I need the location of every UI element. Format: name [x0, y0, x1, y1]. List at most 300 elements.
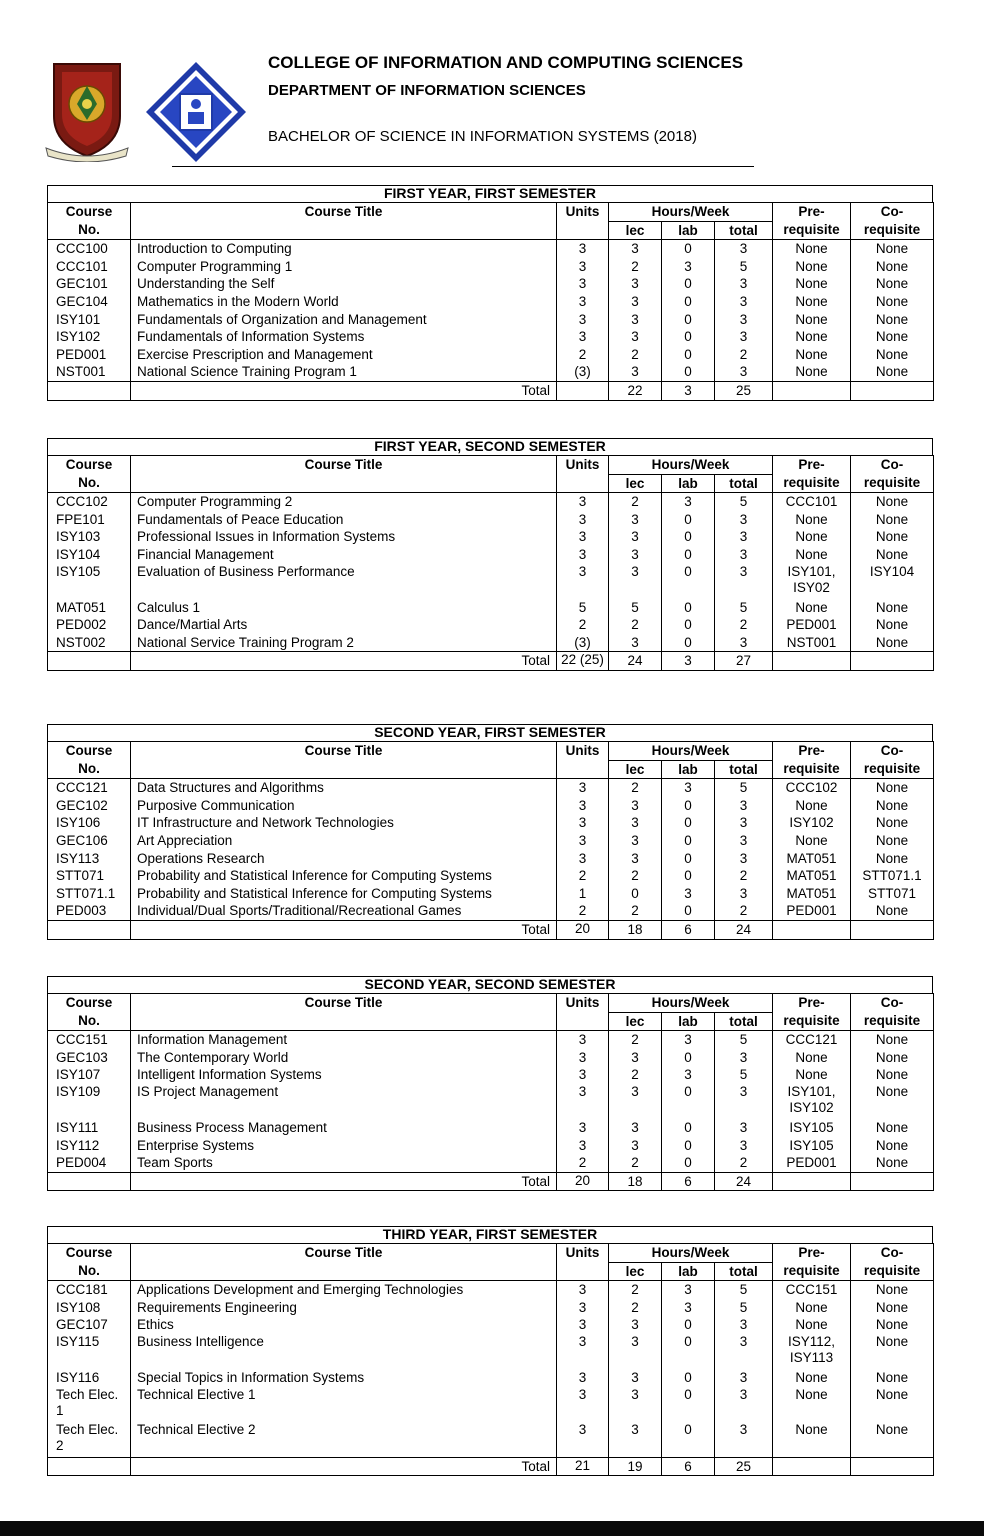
corequisite-value: None	[851, 493, 934, 511]
lab-value: 0	[662, 616, 715, 634]
lec-value: 3	[609, 275, 662, 293]
header-row	[48, 221, 934, 240]
col-units: Units	[557, 742, 609, 761]
prerequisite-value: MAT051	[773, 850, 851, 868]
lab-value: 0	[662, 346, 715, 364]
corequisite-value: None	[851, 1316, 934, 1334]
col-hours-week: Hours/Week	[609, 994, 773, 1013]
col-course-no: No.	[48, 221, 131, 240]
course-code: GEC102	[48, 797, 131, 815]
lab-value: 0	[662, 293, 715, 311]
corequisite-value: None	[851, 258, 934, 276]
corequisite-value: None	[851, 511, 934, 529]
units-value: 2	[557, 1154, 609, 1172]
prerequisite-value: None	[773, 599, 851, 617]
course-title: Applications Development and Emerging Technologies	[131, 1281, 557, 1299]
units-value: 3	[557, 1316, 609, 1334]
lab-value: 0	[662, 1316, 715, 1334]
prerequisite-value: ISY112, ISY113	[773, 1334, 851, 1369]
lab-value: 0	[662, 328, 715, 346]
course-code: GEC106	[48, 832, 131, 850]
lec-value: 5	[609, 599, 662, 617]
course-title: Understanding the Self	[131, 275, 557, 293]
col-prerequisite: Pre-	[773, 742, 851, 761]
units-value: 3	[557, 779, 609, 797]
total-hours-value: 3	[715, 1334, 773, 1369]
totals-blank	[851, 1172, 934, 1191]
totals-row	[48, 1457, 934, 1476]
header-row	[48, 1012, 934, 1031]
prerequisite-value: NST001	[773, 634, 851, 652]
col-hours-week: Hours/Week	[609, 1244, 773, 1263]
totals-lec: 18	[609, 920, 662, 939]
table-row	[48, 1031, 934, 1049]
corequisite-value: None	[851, 1066, 934, 1084]
lec-value: 2	[609, 258, 662, 276]
col-total: total	[715, 760, 773, 779]
corequisite-value: None	[851, 1084, 934, 1119]
header-row	[48, 742, 934, 761]
total-hours-value: 3	[715, 1369, 773, 1387]
prerequisite-value: ISY102	[773, 814, 851, 832]
corequisite-value: None	[851, 363, 934, 381]
total-hours-value: 5	[715, 1066, 773, 1084]
lab-value: 0	[662, 1084, 715, 1119]
prerequisite-value: ISY105	[773, 1119, 851, 1137]
lab-value: 0	[662, 240, 715, 258]
course-title: Fundamentals of Organization and Management	[131, 311, 557, 329]
course-title: Computer Programming 1	[131, 258, 557, 276]
prerequisite-value: None	[773, 1066, 851, 1084]
totals-blank	[48, 1172, 131, 1191]
col-corequisite: requisite	[851, 1012, 934, 1031]
col-prerequisite: Pre-	[773, 203, 851, 222]
course-title: Mathematics in the Modern World	[131, 293, 557, 311]
course-title: Enterprise Systems	[131, 1137, 557, 1155]
course-title: The Contemporary World	[131, 1049, 557, 1067]
total-hours-value: 3	[715, 275, 773, 293]
prerequisite-value: None	[773, 328, 851, 346]
course-code: GEC107	[48, 1316, 131, 1334]
semester-title: SECOND YEAR, FIRST SEMESTER	[47, 724, 933, 741]
lab-value: 3	[662, 1066, 715, 1084]
units-value: 2	[557, 616, 609, 634]
course-title: Purposive Communication	[131, 797, 557, 815]
total-hours-value: 3	[715, 797, 773, 815]
totals-blank	[773, 1172, 851, 1191]
lec-value: 3	[609, 564, 662, 599]
total-hours-value: 2	[715, 616, 773, 634]
table-row	[48, 814, 934, 832]
totals-blank	[773, 381, 851, 400]
table-row	[48, 275, 934, 293]
col-corequisite: requisite	[851, 760, 934, 779]
units-value: 2	[557, 346, 609, 364]
corequisite-value: None	[851, 1387, 934, 1422]
table-row	[48, 240, 934, 258]
total-hours-value: 2	[715, 867, 773, 885]
lec-value: 3	[609, 328, 662, 346]
totals-blank	[773, 920, 851, 939]
col-total: total	[715, 221, 773, 240]
col-course-no: No.	[48, 760, 131, 779]
table-row	[48, 564, 934, 599]
col-lab: lab	[662, 221, 715, 240]
table-row	[48, 493, 934, 511]
col-lab: lab	[662, 760, 715, 779]
total-hours-value: 3	[715, 528, 773, 546]
col-prerequisite: requisite	[773, 474, 851, 493]
units-value: 2	[557, 902, 609, 920]
corequisite-value: None	[851, 1299, 934, 1317]
course-code: ISY105	[48, 564, 131, 599]
col-course-no: Course	[48, 1244, 131, 1263]
prerequisite-value: None	[773, 346, 851, 364]
table-row	[48, 599, 934, 617]
table-row	[48, 311, 934, 329]
col-course-title: Course Title	[131, 456, 557, 475]
total-hours-value: 3	[715, 293, 773, 311]
lab-value: 0	[662, 363, 715, 381]
table-row	[48, 1281, 934, 1299]
totals-lec: 24	[609, 652, 662, 671]
semester-block	[47, 724, 933, 940]
lab-value: 3	[662, 779, 715, 797]
prerequisite-value: None	[773, 311, 851, 329]
total-hours-value: 2	[715, 1154, 773, 1172]
course-code: ISY109	[48, 1084, 131, 1119]
course-code: CCC121	[48, 779, 131, 797]
corequisite-value: None	[851, 1049, 934, 1067]
course-code: ISY107	[48, 1066, 131, 1084]
units-value: 3	[557, 493, 609, 511]
lab-value: 0	[662, 511, 715, 529]
total-hours-value: 5	[715, 1031, 773, 1049]
lec-value: 2	[609, 1154, 662, 1172]
lec-value: 3	[609, 1049, 662, 1067]
course-title: Professional Issues in Information Systems	[131, 528, 557, 546]
table-row	[48, 1049, 934, 1067]
col-total: total	[715, 474, 773, 493]
col-units	[557, 1262, 609, 1281]
totals-blank	[48, 1457, 131, 1476]
col-corequisite: Co-	[851, 203, 934, 222]
course-title: Exercise Prescription and Management	[131, 346, 557, 364]
corequisite-value: ISY104	[851, 564, 934, 599]
totals-label: Total	[131, 1457, 557, 1476]
course-title: Business Process Management	[131, 1119, 557, 1137]
semester-block	[47, 1226, 933, 1476]
total-hours-value: 5	[715, 1281, 773, 1299]
table-row	[48, 1154, 934, 1172]
prerequisite-value: None	[773, 240, 851, 258]
semester-title: THIRD YEAR, FIRST SEMESTER	[47, 1226, 933, 1243]
lab-value: 0	[662, 814, 715, 832]
table-row	[48, 867, 934, 885]
col-units: Units	[557, 203, 609, 222]
units-value: 3	[557, 240, 609, 258]
col-course-title	[131, 760, 557, 779]
lab-value: 0	[662, 599, 715, 617]
totals-units: 22 (25)	[557, 652, 609, 671]
prerequisite-value: None	[773, 1369, 851, 1387]
corequisite-value: None	[851, 616, 934, 634]
curriculum-table	[47, 455, 934, 671]
course-title: Evaluation of Business Performance	[131, 564, 557, 599]
prerequisite-value: CCC151	[773, 1281, 851, 1299]
col-units	[557, 221, 609, 240]
lec-value: 3	[609, 511, 662, 529]
course-title: Probability and Statistical Inference for Computing Systems	[131, 885, 557, 903]
corequisite-value: None	[851, 1137, 934, 1155]
curriculum-table	[47, 202, 934, 401]
totals-label: Total	[131, 1172, 557, 1191]
course-code: NST001	[48, 363, 131, 381]
course-title: Business Intelligence	[131, 1334, 557, 1369]
col-lec: lec	[609, 760, 662, 779]
totals-units	[557, 381, 609, 400]
lab-value: 0	[662, 832, 715, 850]
course-code: PED002	[48, 616, 131, 634]
lab-value: 0	[662, 797, 715, 815]
units-value: 1	[557, 885, 609, 903]
course-title: Intelligent Information Systems	[131, 1066, 557, 1084]
prerequisite-value: None	[773, 1049, 851, 1067]
corequisite-value: None	[851, 1422, 934, 1458]
curriculum-table	[47, 993, 934, 1191]
units-value: 3	[557, 1387, 609, 1422]
col-hours-week: Hours/Week	[609, 456, 773, 475]
lec-value: 3	[609, 311, 662, 329]
corequisite-value: None	[851, 1154, 934, 1172]
col-lec: lec	[609, 1012, 662, 1031]
total-hours-value: 3	[715, 634, 773, 652]
corequisite-value: None	[851, 346, 934, 364]
corequisite-value: None	[851, 1119, 934, 1137]
header-row	[48, 456, 934, 475]
course-code: Tech Elec. 1	[48, 1387, 131, 1422]
corequisite-value: None	[851, 634, 934, 652]
units-value: 3	[557, 1049, 609, 1067]
prerequisite-value: PED001	[773, 616, 851, 634]
table-row	[48, 616, 934, 634]
total-hours-value: 3	[715, 311, 773, 329]
totals-blank	[851, 652, 934, 671]
totals-row	[48, 381, 934, 400]
total-hours-value: 3	[715, 1387, 773, 1422]
course-code: ISY101	[48, 311, 131, 329]
lab-value: 0	[662, 634, 715, 652]
lab-value: 0	[662, 528, 715, 546]
col-lab: lab	[662, 474, 715, 493]
prerequisite-value: None	[773, 546, 851, 564]
lec-value: 3	[609, 1369, 662, 1387]
col-corequisite: requisite	[851, 1262, 934, 1281]
header-row	[48, 1244, 934, 1263]
totals-lab: 3	[662, 652, 715, 671]
course-title: Technical Elective 2	[131, 1422, 557, 1458]
lec-value: 3	[609, 363, 662, 381]
prerequisite-value: PED001	[773, 902, 851, 920]
lab-value: 0	[662, 546, 715, 564]
corequisite-value: None	[851, 902, 934, 920]
prerequisite-value: None	[773, 258, 851, 276]
lec-value: 3	[609, 850, 662, 868]
lab-value: 0	[662, 1119, 715, 1137]
table-row	[48, 1084, 934, 1119]
course-code: MAT051	[48, 599, 131, 617]
course-title: Technical Elective 1	[131, 1387, 557, 1422]
col-course-title: Course Title	[131, 742, 557, 761]
prerequisite-value: None	[773, 1387, 851, 1422]
units-value: 3	[557, 797, 609, 815]
program-name: BACHELOR OF SCIENCE IN INFORMATION SYSTEMS (2018)	[268, 128, 697, 145]
course-code: PED003	[48, 902, 131, 920]
lec-value: 2	[609, 346, 662, 364]
course-code: Tech Elec. 2	[48, 1422, 131, 1458]
course-title: IS Project Management	[131, 1084, 557, 1119]
col-corequisite: Co-	[851, 1244, 934, 1263]
totals-row	[48, 652, 934, 671]
col-course-no: Course	[48, 994, 131, 1013]
total-hours-value: 3	[715, 1137, 773, 1155]
total-hours-value: 3	[715, 885, 773, 903]
header-row	[48, 994, 934, 1013]
total-hours-value: 3	[715, 1316, 773, 1334]
units-value: 3	[557, 564, 609, 599]
table-row	[48, 1387, 934, 1422]
total-hours-value: 5	[715, 493, 773, 511]
lec-value: 2	[609, 1281, 662, 1299]
col-course-title: Course Title	[131, 203, 557, 222]
lab-value: 0	[662, 564, 715, 599]
col-hours-week: Hours/Week	[609, 742, 773, 761]
course-code: PED001	[48, 346, 131, 364]
totals-units: 20	[557, 920, 609, 939]
col-lec: lec	[609, 474, 662, 493]
course-title: Operations Research	[131, 850, 557, 868]
units-value: 3	[557, 1369, 609, 1387]
lec-value: 3	[609, 1422, 662, 1458]
total-hours-value: 3	[715, 832, 773, 850]
corequisite-value: None	[851, 797, 934, 815]
corequisite-value: None	[851, 240, 934, 258]
course-title: Introduction to Computing	[131, 240, 557, 258]
prerequisite-value: ISY101, ISY02	[773, 564, 851, 599]
units-value: 3	[557, 511, 609, 529]
table-row	[48, 885, 934, 903]
table-row	[48, 528, 934, 546]
units-value: 3	[557, 1084, 609, 1119]
units-value: 3	[557, 1031, 609, 1049]
units-value: 3	[557, 1281, 609, 1299]
lab-value: 0	[662, 1422, 715, 1458]
col-course-no: Course	[48, 742, 131, 761]
lab-value: 0	[662, 850, 715, 868]
prerequisite-value: CCC101	[773, 493, 851, 511]
lec-value: 3	[609, 293, 662, 311]
units-value: 3	[557, 1422, 609, 1458]
course-title: Computer Programming 2	[131, 493, 557, 511]
col-corequisite: requisite	[851, 474, 934, 493]
header-row	[48, 1262, 934, 1281]
col-corequisite: Co-	[851, 742, 934, 761]
lec-value: 3	[609, 546, 662, 564]
units-value: 3	[557, 293, 609, 311]
col-course-no: No.	[48, 1262, 131, 1281]
col-course-title: Course Title	[131, 994, 557, 1013]
course-code: CCC100	[48, 240, 131, 258]
totals-units: 21	[557, 1457, 609, 1476]
semester-title: SECOND YEAR, SECOND SEMESTER	[47, 976, 933, 993]
header-divider	[172, 166, 754, 167]
lec-value: 2	[609, 1031, 662, 1049]
table-row	[48, 779, 934, 797]
units-value: 3	[557, 850, 609, 868]
total-hours-value: 3	[715, 328, 773, 346]
course-title: Team Sports	[131, 1154, 557, 1172]
total-hours-value: 3	[715, 546, 773, 564]
course-title: Calculus 1	[131, 599, 557, 617]
col-course-title	[131, 1012, 557, 1031]
totals-label: Total	[131, 652, 557, 671]
semester-block	[47, 976, 933, 1191]
lab-value: 0	[662, 1137, 715, 1155]
total-hours-value: 5	[715, 258, 773, 276]
lab-value: 3	[662, 258, 715, 276]
lec-value: 2	[609, 779, 662, 797]
course-code: ISY104	[48, 546, 131, 564]
course-title: IT Infrastructure and Network Technologies	[131, 814, 557, 832]
corequisite-value: None	[851, 1369, 934, 1387]
units-value: 3	[557, 311, 609, 329]
units-value: 3	[557, 814, 609, 832]
corequisite-value: None	[851, 1281, 934, 1299]
document-header	[0, 0, 984, 180]
course-code: ISY116	[48, 1369, 131, 1387]
lab-value: 0	[662, 1387, 715, 1422]
lab-value: 3	[662, 1281, 715, 1299]
totals-blank	[773, 1457, 851, 1476]
course-code: ISY113	[48, 850, 131, 868]
table-row	[48, 1369, 934, 1387]
totals-hours: 25	[715, 1457, 773, 1476]
course-code: PED004	[48, 1154, 131, 1172]
total-hours-value: 5	[715, 599, 773, 617]
lec-value: 3	[609, 1316, 662, 1334]
units-value: 3	[557, 528, 609, 546]
lec-value: 2	[609, 867, 662, 885]
lec-value: 3	[609, 634, 662, 652]
lec-value: 3	[609, 1137, 662, 1155]
course-code: CCC151	[48, 1031, 131, 1049]
lec-value: 3	[609, 240, 662, 258]
col-corequisite: Co-	[851, 456, 934, 475]
totals-blank	[851, 1457, 934, 1476]
totals-hours: 25	[715, 381, 773, 400]
totals-row	[48, 1172, 934, 1191]
totals-lab: 6	[662, 920, 715, 939]
lec-value: 2	[609, 1066, 662, 1084]
lec-value: 2	[609, 493, 662, 511]
lab-value: 3	[662, 1031, 715, 1049]
col-units	[557, 760, 609, 779]
lec-value: 3	[609, 832, 662, 850]
lab-value: 3	[662, 885, 715, 903]
table-row	[48, 258, 934, 276]
table-row	[48, 902, 934, 920]
course-code: GEC104	[48, 293, 131, 311]
